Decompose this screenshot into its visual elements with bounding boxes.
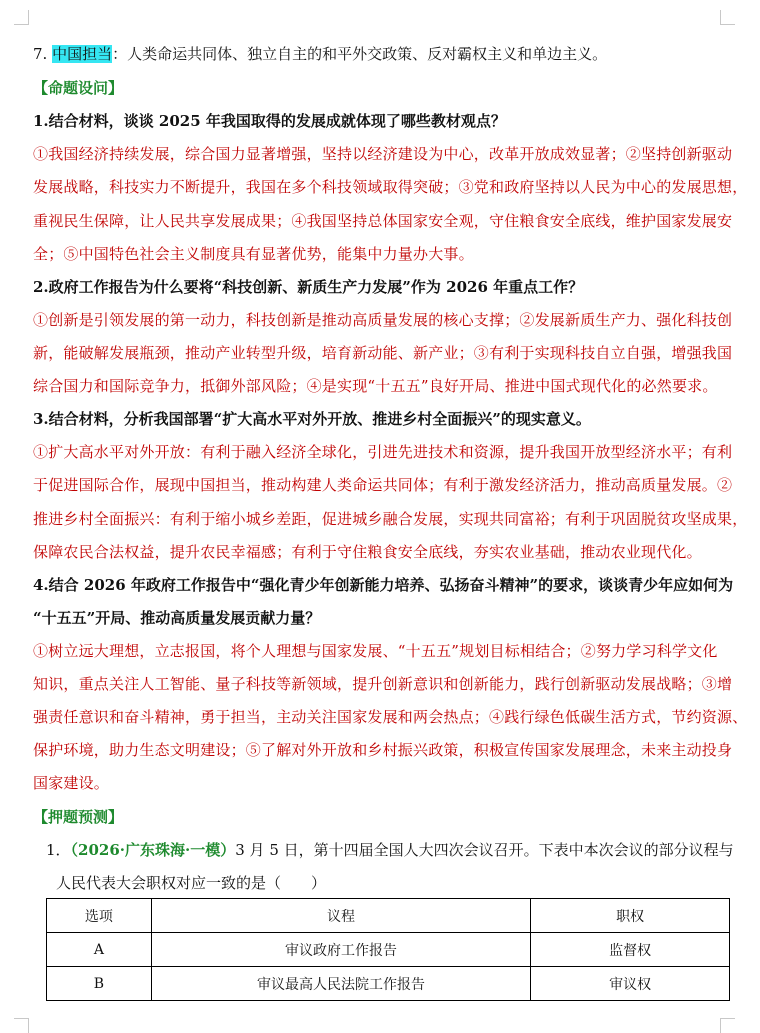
table-row [47,933,730,967]
item-7-highlight: 中国担当 [52,45,113,63]
item-7-text: ：人类命运共同体、独立自主的和平外交政策、反对霸权主义和单边主义。 [112,45,608,63]
answer-2-line: 新，能破解发展瓶颈，推动产业转型升级，培育新动能、新产业；③有利于实现科技自立自强，增强我国 [33,344,733,362]
answer-3-line: 保障农民合法权益，提升农民幸福感；有利于守住粮食安全底线，夯实农业基础，推动农业现代化。 [33,543,702,561]
answer-3-line: ①扩大高水平对外开放：有利于融入经济全球化，引进先进技术和资源，提升我国开放型经济水平；有利 [33,443,733,461]
item-7 [33,43,607,64]
question-1: 1.结合材料，谈谈 2025 年我国取得的发展成就体现了哪些教材观点？ [33,112,506,130]
answer-4-line: 国家建设。 [33,774,110,792]
table-header-cell: 职权 [531,899,730,933]
table-cell-option: A [47,933,152,967]
answer-1-line: 全；⑤中国特色社会主义制度具有显著优势，能集中力量办大事。 [33,245,474,263]
answer-3-line: 于促进国际合作，展现中国担当，推动构建人类命运共同体；有利于激发经济活力，推动高质量发展。② [33,476,733,494]
page-corner-mark [720,1018,735,1033]
mc-question-source: （2026·广东珠海·一模） [70,841,236,859]
mc-question-stem-line2: 人民代表大会职权对应一致的是（ ） [56,874,327,892]
answer-3-line: 推进乡村全面振兴：有利于缩小城乡差距，促进城乡融合发展，实现共同富裕；有利于巩固脱贫攻坚成果， [33,510,748,528]
question-4-line: 4.结合 2026 年政府工作报告中“强化青少年创新能力培养、弘扬奋斗精神”的要求，谈谈青少年应如何为 [33,576,734,594]
item-7-number: 7. [33,45,48,63]
table-cell-option: B [47,967,152,1001]
table-cell-power: 监督权 [531,933,730,967]
answer-4-line: 保护环境，助力生态文明建设；⑤了解对外开放和乡村振兴政策，积极宣传国家发展理念，未来主动投身 [33,741,733,759]
answer-2-line: ①创新是引领发展的第一动力，科技创新是推动高质量发展的核心支撑；②发展新质生产力、强化科技创 [33,311,733,329]
table-cell-power: 审议权 [531,967,730,1001]
mc-question-1 [46,839,734,860]
table-header-cell: 选项 [47,899,152,933]
question-3: 3.结合材料，分析我国部署“扩大高水平对外开放、推进乡村全面振兴”的现实意义。 [33,410,591,428]
page-corner-mark [720,10,735,25]
answer-1-line: 重视民生保障，让人民共享发展成果；④我国坚持总体国家安全观，守住粮食安全底线，维护国家发展安 [33,212,733,230]
table-cell-agenda: 审议最高人民法院工作报告 [151,967,530,1001]
section-title-predictions: 【押题预测】 [33,808,124,826]
table-row [47,967,730,1001]
mc-question-number: 1． [46,841,71,859]
answer-4-line: ①树立远大理想，立志报国，将个人理想与国家发展、“十五五”规划目标相结合；②努力学习科学文化 [33,642,718,660]
answer-4-line: 知识，重点关注人工智能、量子科技等新领域，提升创新意识和创新能力，践行创新驱动发展战略；③增 [33,675,733,693]
options-table [46,898,730,1001]
table-header-cell: 议程 [151,899,530,933]
answer-2-line: 综合国力和国际竞争力，抵御外部风险；④是实现“十五五”良好开局、推进中国式现代化的必然要求。 [33,377,718,395]
section-title-questions: 【命题设问】 [33,79,124,97]
answer-1-line: 发展战略，科技实力不断提升，我国在多个科技领域取得突破；③党和政府坚持以人民为中心的发展思想， [33,178,748,196]
answer-4-line: 强责任意识和奋斗精神，勇于担当，主动关注国家发展和两会热点；④践行绿色低碳生活方式，节约资源、 [33,708,748,726]
page-corner-mark [14,1018,29,1033]
table-cell-agenda: 审议政府工作报告 [151,933,530,967]
page-corner-mark [14,10,29,25]
mc-question-stem: 3 月 5 日，第十四届全国人大四次会议召开。下表中本次会议的部分议程与 [235,841,734,859]
table-header-row [47,899,730,933]
answer-1-line: ①我国经济持续发展，综合国力显著增强，坚持以经济建设为中心，改革开放成效显著；②坚持创新驱动 [33,145,733,163]
question-4-line: “十五五”开局、推动高质量发展贡献力量？ [33,609,321,627]
question-2: 2.政府工作报告为什么要将“科技创新、新质生产力发展”作为 2026 年重点工作？ [33,278,584,296]
